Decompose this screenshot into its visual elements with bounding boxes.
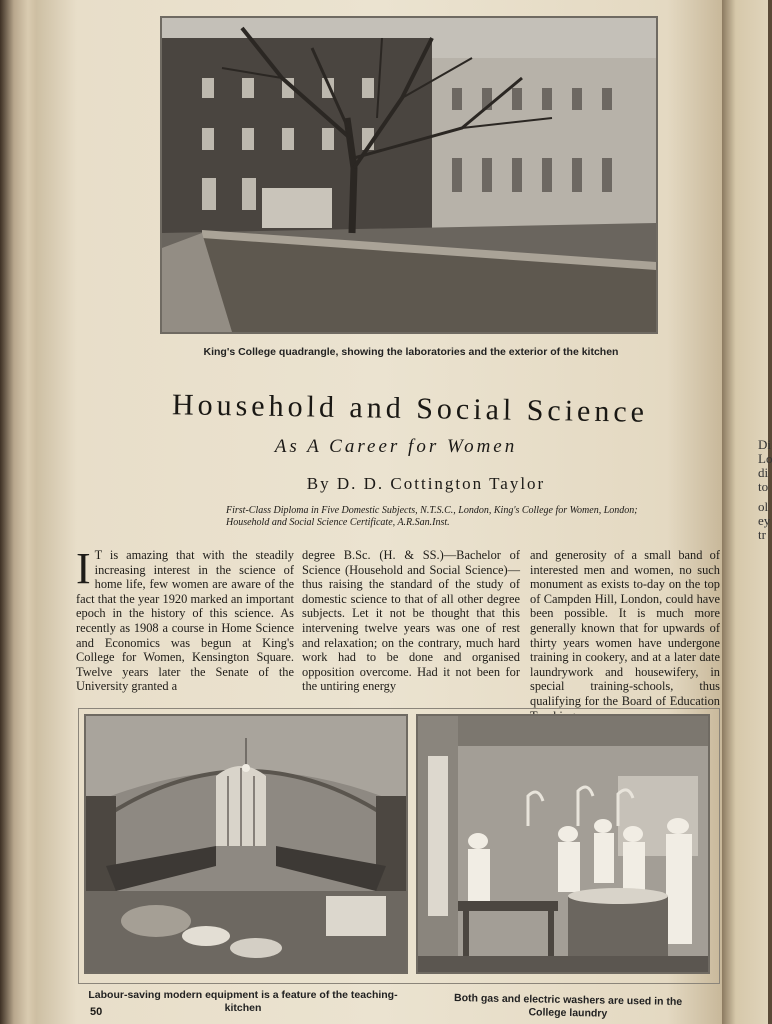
facing-page-fragment: to <box>758 479 769 494</box>
body-column-3-text: and generosity of a small band of interested men and women, no such monument as exists to-day on the top of Campden Hill, London, could have been possible. It is much more generally known that for upwards of thirty years women have undergone training in cookery, and at a later date laundrywork and housewifery, in special training-schools, thus qualifying for the Board of Education <box>530 548 720 708</box>
article-title: Household and Social Science <box>171 388 649 429</box>
facing-page-fragment: ol <box>758 499 769 514</box>
facing-page-fragment: ey <box>758 513 771 528</box>
body-column-1-text: T is amazing that with the steadily increasing interest in the science of home life, few women are aware of the fact that the year 1920 marked an important epoch in the history of this science. As recently as 1908 a course in Home Science and Economics was begun at King's College for Women, Kensington Square. Twelve years later the Senate of the University granted a <box>76 548 294 694</box>
magazine-page <box>36 0 722 1024</box>
article-subtitle: As A Career for Women <box>274 436 518 457</box>
drop-cap: I <box>76 544 91 593</box>
article-byline: By D. D. Cottington Taylor <box>306 474 546 493</box>
teaching-kitchen-photo <box>84 714 408 974</box>
body-column-2-text: degree B.Sc. (H. & SS.)—Bachelor of Science (Household and Social Science)—thus raising the standard of the study of domestic science to that of all other degree subjects. Let it not be thought that this intervening twelve years was one of rest and relaxation; on the contrary, much hard work had to be done and organised opposition overcome. Had it not been for the untiring energy <box>302 548 520 694</box>
book-spine-left <box>0 0 40 1024</box>
facing-page-fragment: Lo <box>758 451 772 466</box>
quadrangle-photo <box>160 16 658 334</box>
facing-page <box>722 0 772 1024</box>
body-column-3 <box>530 548 720 723</box>
quadrangle-photo-caption: King's College quadrangle, showing the laboratories and the exterior of the kitchen <box>203 346 619 358</box>
teaching-kitchen-caption: Labour-saving modern equipment is a feature of the teaching-kitchen <box>88 989 398 1014</box>
facing-page-fragment: tr <box>758 527 766 542</box>
laundry-photo <box>416 714 710 974</box>
facing-page-fragment: di <box>758 465 769 480</box>
author-credentials: First-Class Diploma in Five Domestic Subjects, N.T.S.C., London, King's College for Women, London; Household and Social Science Certificate, A.R.San.Inst. <box>226 505 638 528</box>
facing-page-fragment: Di <box>758 437 771 452</box>
laundry-photo-image <box>418 716 708 972</box>
teaching-kitchen-photo-image <box>86 716 406 972</box>
quadrangle-photo-image <box>162 18 656 332</box>
page-number: 50 <box>90 1006 103 1018</box>
body-column-1 <box>76 544 294 694</box>
body-column-2 <box>302 548 520 694</box>
laundry-caption: Both gas and electric washers are used in the College laundry <box>453 992 683 1020</box>
